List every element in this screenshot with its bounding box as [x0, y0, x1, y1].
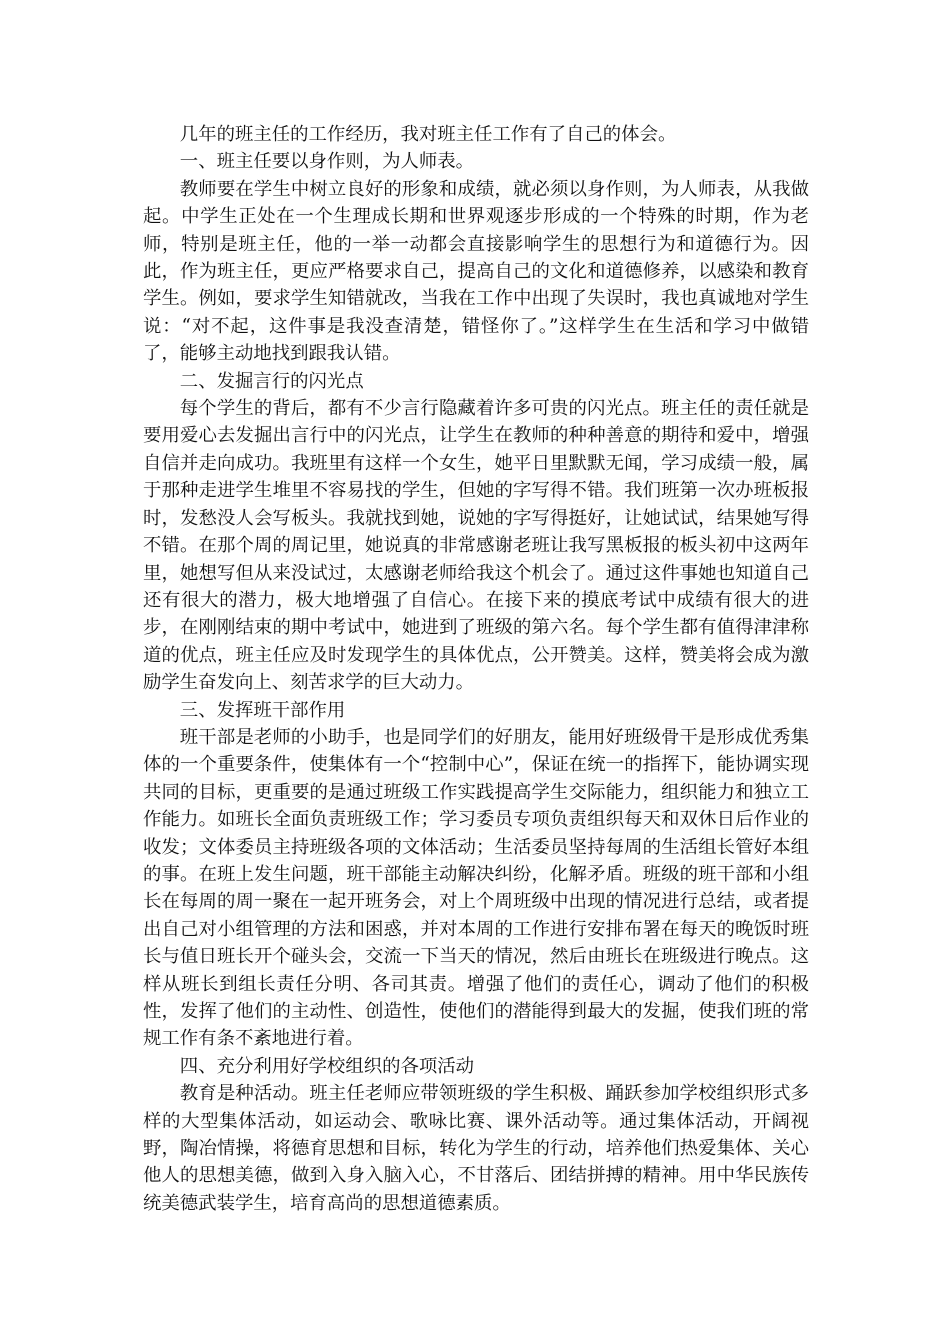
- section-4-heading: 四、充分利用好学校组织的各项活动: [179, 1055, 475, 1077]
- section-1-heading: 一、班主任要以身作则，为人师表。: [179, 151, 475, 173]
- section-2-paragraph: 每个学生的背后，都有不少言行隐藏着许多可贵的闪光点。班主任的责任就是要用爱心去发掘出言行中的闪光点，让学生在教师的种种善意的期待和爱中，增强自信并走向成功。我班里有这样一个女生，她平日里默默无闻，学习成绩一般，属于那种走进学生堆里不容易找的学生，但她的字写得不错。我们班第一次办班板报时，发愁没人会写板头。我就找到她，说她的字写得挺好，让她试试，结果她写得不错。在那个周的周记里，她说真的非常感谢老班让我写黑板报的板头初中这两年里，她想写但从来没试过，太感谢老师给我这个机会了。通过这件事她也知道自己还有很大的潜力，极大地增强了自信心。在接下来的摸底考试中成绩有很大的进步，在刚刚结束的期中考试中，她进到了班级的第六名。每个学生都有值得津津称道的优点，班主任应及时发现学生的具体优点，公开赞美。这样，赞美将会成为激励学生奋发向上、刻苦求学的巨大动力。: [143, 398, 809, 694]
- section-3-paragraph: 班干部是老师的小助手，也是同学们的好朋友，能用好班级骨干是形成优秀集体的一个重要条件，使集体有一个“控制中心”，保证在统一的指挥下，能协调实现共同的目标，更重要的是通过班级工作实践提高学生交际能力，组织能力和独立工作能力。如班长全面负责班级工作；学习委员专项负责组织每天和双休日后作业的收发；文体委员主持班级各项的文体活动；生活委员坚持每周的生活组长管好本组的事。在班上发生问题，班干部能主动解决纠纷，化解矛盾。班级的班干部和小组长在每周的周一聚在一起开班务会，对上个周班级中出现的情况进行总结，或者提出自己对小组管理的方法和困惑，并对本周的工作进行安排布署在每天的晚饭时班长与值日班长开个碰头会，交流一下当天的情况，然后由班长在班级进行晚点。这样从班长到组长责任分明、各司其责。增强了他们的责任心，调动了他们的积极性，发挥了他们的主动性、创造性，使他们的潜能得到最大的发掘，使我们班的常规工作有条不紊地进行着。: [143, 726, 809, 1050]
- intro-paragraph: 几年的班主任的工作经历，我对班主任工作有了自己的体会。: [179, 124, 677, 145]
- section-2-heading: 二、发掘言行的闪光点: [179, 370, 364, 392]
- section-3-heading: 三、发挥班干部作用: [179, 699, 346, 721]
- section-4-paragraph: 教育是种活动。班主任老师应带领班级的学生积极、踊跃参加学校组织形式多样的大型集体活动，如运动会、歌咏比赛、课外活动等。通过集体活动，开阔视野，陶冶情操，将德育思想和目标，转化为学生的行动，培养他们热爱集体、关心他人的思想美德，做到入身入脑入心，不甘落后、团结拼搏的精神。用中华民族传统美德武装学生，培育高尚的思想道德素质。: [143, 1083, 809, 1214]
- document-body: [143, 121, 809, 1217]
- section-1-paragraph: 教师要在学生中树立良好的形象和成绩，就必须以身作则，为人师表，从我做起。中学生正处在一个生理成长期和世界观逐步形成的一个特殊的时期，作为老师，特别是班主任，他的一举一动都会直接影响学生的思想行为和道德行为。因此，作为班主任，更应严格要求自己，提高自己的文化和道德修养，以感染和教育学生。例如，要求学生知错就改，当我在工作中出现了失误时，我也真诚地对学生说：“对不起，这件事是我没查清楚，错怪你了。”这样学生在生活和学习中做错了，能够主动地找到跟我认错。: [143, 178, 809, 365]
